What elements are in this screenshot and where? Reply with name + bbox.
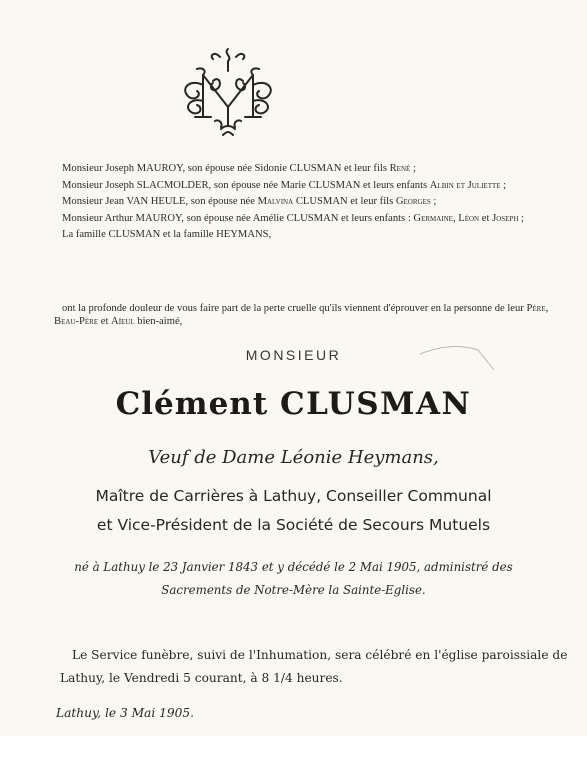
relative-entry: Monsieur Arthur MAUROY, son épouse née Amélie CLUSMAN et leurs enfants : Germaine, Léon et Joseph ;	[62, 212, 524, 224]
announcement-text: ont la profonde douleur de vous faire part de la perte cruelle qu'ils viennent d'éprouver en la personne de leur Père, Beau-Père et Aïeul bien-aimé,	[54, 303, 549, 328]
deceased-last-name: CLUSMAN	[279, 386, 472, 422]
title-line-2: et Vice-Président de la Société de Secours Mutuels	[96, 516, 491, 534]
paper-fold-mark	[420, 342, 500, 372]
title-line-1: Maître de Carrières à Lathuy, Conseiller Communal	[95, 487, 492, 505]
relative-entry: Monsieur Jean VAN HEULE, son épouse née Malvina CLUSMAN et leur fils Georges ;	[62, 196, 437, 208]
widower-line: Veuf de Dame Léonie Heymans,	[148, 447, 439, 468]
dateline: Lathuy, le 3 Mai 1905.	[56, 706, 194, 720]
deceased-name	[0, 386, 587, 422]
birth-death-line-1: né à Lathuy le 23 Janvier 1843 et y décédé le 2 Mai 1905, administré des	[74, 560, 513, 574]
ornamental-monogram-m-icon	[173, 45, 283, 140]
birth-death-details	[0, 556, 587, 602]
relative-entry: La famille CLUSMAN et la famille HEYMANS,	[62, 229, 272, 241]
relatives-list	[54, 162, 569, 245]
relative-entry: Monsieur Joseph MAUROY, son épouse née Sidonie CLUSMAN et leur fils René ;	[62, 163, 416, 174]
deceased-first-name: Clément	[115, 386, 269, 422]
birth-death-line-2: Sacrements de Notre-Mère la Sainte-Eglise.	[161, 583, 426, 597]
relative-entry: Monsieur Joseph SLACMOLDER, son épouse née Marie CLUSMAN et leurs enfants Albin et Juliette ;	[62, 179, 507, 191]
service-details: Le Service funèbre, suivi de l'Inhumation, sera célébré en l'église paroissiale de Lathuy, le Vendredi 5 courant, à 8 1/4 heures.	[60, 648, 568, 685]
salutation: MONSIEUR	[245, 347, 342, 363]
